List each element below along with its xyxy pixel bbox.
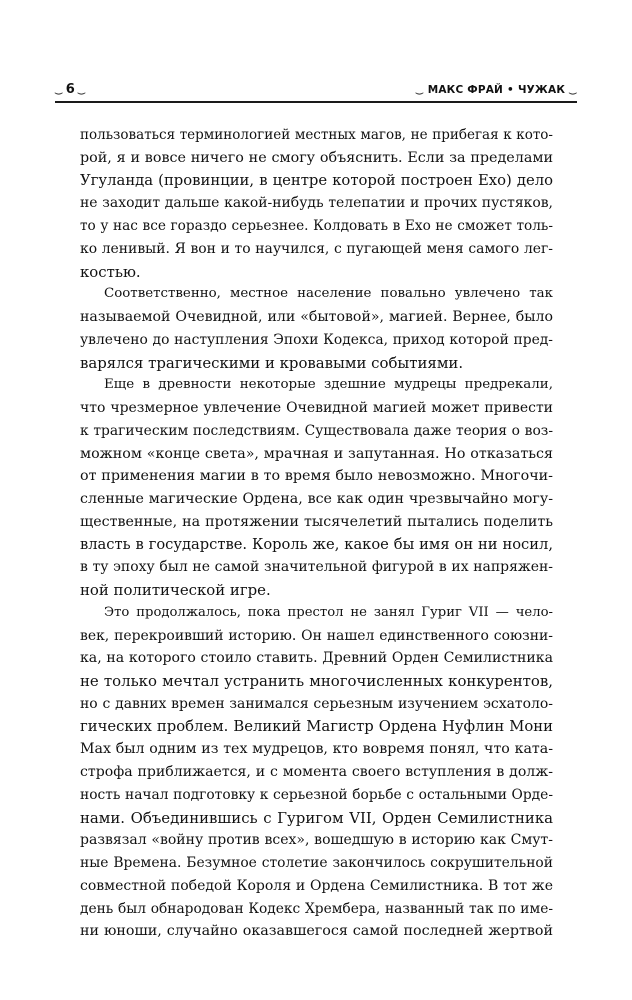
text-line: развязал «войну против всех», вошедшую в историю как Смут- <box>80 832 553 849</box>
text-line: день был обнародован Кодекс Хрембера, названный так по име- <box>80 900 553 917</box>
running-header <box>55 80 577 102</box>
text-line: ка, на которого стоило ставить. Древний Орден Семилистника <box>80 650 553 667</box>
running-title <box>416 84 577 96</box>
text-line: нами. Объединившись с Гуригом VII, Орден Семилистника <box>80 808 553 827</box>
book-title: ЧУЖАК <box>517 84 566 96</box>
text-line: век, перекроивший историю. Он нашел единственного союзни- <box>80 627 553 644</box>
page-number-group <box>55 82 85 97</box>
title-separator: • <box>507 84 514 96</box>
text-line: щественные, на протяжении тысячелетий пытались поделить <box>80 513 553 530</box>
text-line: Мах был одним из тех мудрецов, кто вовремя понял, что ката- <box>80 741 553 758</box>
body-text <box>80 124 553 943</box>
text-line: варялся трагическими и кровавыми событиями. <box>80 353 464 372</box>
ornament-left-icon: ⏝ <box>55 84 63 94</box>
text-line: но с давних времен занимался серьезным изучением эсхатоло- <box>80 695 553 712</box>
text-line: ной политической игре. <box>80 581 271 599</box>
text-line: строфа приближается, и с момента своего вступления в долж- <box>80 764 553 780</box>
text-line: рой, я и вовсе ничего не смогу объяснить. Если за пределами <box>80 149 553 166</box>
text-line: не заходит дальше какой-нибудь телепатии и прочих пустяков, <box>80 195 553 212</box>
author-name: МАКС ФРАЙ <box>427 84 504 96</box>
text-line: можном «конце света», мрачная и запутанная. Но отказаться <box>80 445 553 462</box>
text-line: Еще в древности некоторые здешние мудрецы предрекали, <box>104 377 553 393</box>
text-line: от применения магии в то время было невозможно. Многочи- <box>80 468 553 485</box>
text-line: называемой Очевидной, или «бытовой», магией. Вернее, было <box>80 309 553 325</box>
text-line: пользоваться терминологией местных магов, не прибегая к кото- <box>80 127 553 143</box>
text-line: Соответственно, местное население повально увлечено так <box>104 286 553 302</box>
text-line: Угуланда (провинции, в центре которой построен Ехо) дело <box>80 171 553 189</box>
text-line: власть в государстве. Король же, какое бы имя он ни носил, <box>80 535 553 553</box>
ornament-right-icon: ⏝ <box>569 85 577 94</box>
text-line: гических проблем. Великий Магистр Ордена Нуфлин Мони <box>80 717 553 735</box>
text-line: костью. <box>80 262 141 281</box>
text-line: ность начал подготовку к серьезной борьбе с остальными Орде- <box>80 786 553 803</box>
header-rule <box>55 101 577 103</box>
text-line: сленные магические Ордена, все как один чрезвычайно могу- <box>80 491 553 507</box>
text-line: не только мечтал устранить многочисленных конкурентов, <box>80 672 553 690</box>
text-line: что чрезмерное увлечение Очевидной магией может привести <box>80 400 553 416</box>
ornament-left-icon: ⏝ <box>415 85 424 94</box>
page-number: 6 <box>65 82 75 97</box>
text-line: совместной победой Короля и Ордена Семилистника. В тот же <box>80 877 553 894</box>
ornament-right-icon: ⏝ <box>77 84 86 94</box>
text-line: в ту эпоху был не самой значительной фигурой в их напряжен- <box>80 559 553 576</box>
text-line: увлечено до наступления Эпохи Кодекса, приход которой пред- <box>80 331 553 348</box>
text-line: ко ленивый. Я вон и то научился, с пугающей меня самого лег- <box>80 240 553 257</box>
text-line: ные Времена. Безумное столетие закончилось сокрушительной <box>80 855 553 871</box>
text-line: то у нас все гораздо серьезнее. Колдовать в Ехо не сможет толь- <box>80 218 553 234</box>
text-line: ни юноши, случайно оказавшегося самой последней жертвой <box>80 923 553 940</box>
text-line: Это продолжалось, пока престол не занял Гуриг VII — чело- <box>104 604 553 620</box>
text-line: к трагическим последствиям. Существовала даже теория о воз- <box>80 422 553 439</box>
